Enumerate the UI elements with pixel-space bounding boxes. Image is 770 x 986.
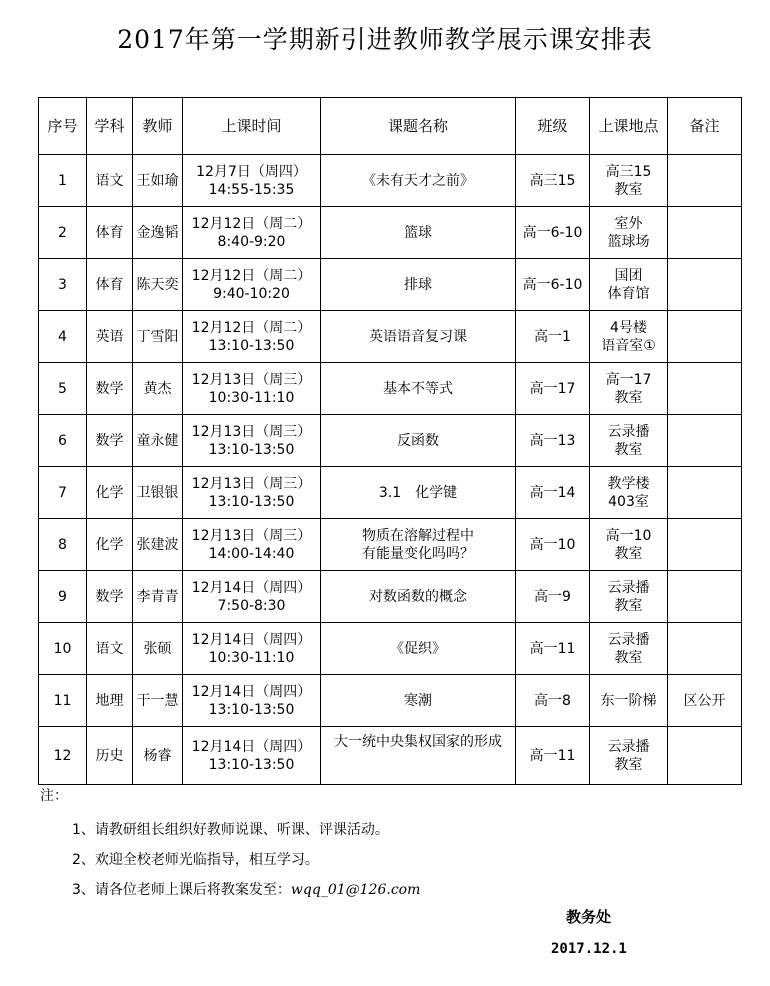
header-subject: 学科 bbox=[87, 98, 133, 155]
cell-location bbox=[590, 467, 668, 519]
cell-teacher: 金逸韬 bbox=[133, 207, 183, 259]
cell-teacher: 童永健 bbox=[133, 415, 183, 467]
header-no: 序号 bbox=[39, 98, 87, 155]
cell-time bbox=[183, 415, 321, 467]
cell-topic-line: 对数函数的概念 bbox=[369, 588, 467, 605]
cell-topic-line: 大一统中央集权国家的形成 bbox=[334, 734, 502, 750]
cell-subject: 语文 bbox=[87, 155, 133, 207]
cell-location-line: 云录播 bbox=[607, 738, 650, 755]
cell-time-line: 12月12日（周二） bbox=[191, 215, 312, 232]
cell-time-line: 13:10-13:50 bbox=[208, 493, 295, 510]
header-note: 备注 bbox=[668, 98, 742, 155]
cell-time-line: 12月13日（周三） bbox=[191, 475, 312, 492]
cell-note bbox=[668, 519, 742, 571]
cell-topic bbox=[321, 155, 516, 207]
header-class: 班级 bbox=[516, 98, 590, 155]
cell-time-line: 12月14日（周四） bbox=[191, 631, 312, 648]
cell-location-line: 教室 bbox=[614, 389, 643, 406]
office-signature: 教务处 bbox=[566, 908, 612, 926]
cell-location bbox=[590, 571, 668, 623]
cell-topic-line: 反函数 bbox=[397, 432, 439, 449]
cell-no: 8 bbox=[39, 519, 87, 571]
cell-time-line: 12月13日（周三） bbox=[191, 371, 312, 388]
cell-class: 高一9 bbox=[516, 571, 590, 623]
cell-location bbox=[590, 363, 668, 415]
cell-location-line: 高三15 bbox=[605, 163, 652, 180]
cell-time-line: 12月14日（周四） bbox=[191, 579, 312, 596]
cell-topic bbox=[321, 571, 516, 623]
cell-note bbox=[668, 155, 742, 207]
table-row bbox=[39, 311, 742, 363]
cell-location bbox=[590, 727, 668, 785]
cell-location-line: 云录播 bbox=[607, 631, 650, 648]
cell-teacher: 卫银银 bbox=[133, 467, 183, 519]
cell-time-line: 14:55-15:35 bbox=[208, 181, 295, 198]
cell-subject: 历史 bbox=[87, 727, 133, 785]
cell-topic bbox=[321, 363, 516, 415]
cell-time bbox=[183, 259, 321, 311]
header-topic: 课题名称 bbox=[321, 98, 516, 155]
cell-teacher: 李青青 bbox=[133, 571, 183, 623]
cell-subject: 数学 bbox=[87, 571, 133, 623]
cell-note bbox=[668, 467, 742, 519]
cell-teacher: 张建波 bbox=[133, 519, 183, 571]
cell-location-line: 室外 bbox=[614, 215, 643, 232]
cell-time-line: 12月14日（周四） bbox=[191, 738, 312, 755]
cell-note bbox=[668, 207, 742, 259]
cell-subject: 数学 bbox=[87, 415, 133, 467]
cell-topic bbox=[321, 259, 516, 311]
cell-location bbox=[590, 207, 668, 259]
header-teacher: 教师 bbox=[133, 98, 183, 155]
cell-time-line: 12月13日（周三） bbox=[191, 423, 312, 440]
cell-subject: 语文 bbox=[87, 623, 133, 675]
cell-location-line: 教室 bbox=[614, 597, 643, 614]
cell-time-line: 12月13日（周三） bbox=[191, 527, 312, 544]
cell-topic bbox=[321, 415, 516, 467]
cell-teacher: 干一慧 bbox=[133, 675, 183, 727]
note-item-3 bbox=[72, 881, 420, 911]
cell-time-line: 10:30-11:10 bbox=[208, 649, 295, 666]
table-row bbox=[39, 675, 742, 727]
table-row bbox=[39, 571, 742, 623]
header-time: 上课时间 bbox=[183, 98, 321, 155]
table-row bbox=[39, 415, 742, 467]
cell-no: 10 bbox=[39, 623, 87, 675]
cell-location bbox=[590, 415, 668, 467]
table-row bbox=[39, 727, 742, 785]
cell-no: 5 bbox=[39, 363, 87, 415]
cell-class: 高一11 bbox=[516, 623, 590, 675]
cell-topic-line: 3.1 化学键 bbox=[378, 484, 458, 501]
cell-class: 高三15 bbox=[516, 155, 590, 207]
cell-topic bbox=[321, 727, 516, 785]
cell-location-line: 403室 bbox=[608, 493, 649, 510]
cell-time-line: 13:10-13:50 bbox=[208, 337, 295, 354]
table-row bbox=[39, 259, 742, 311]
cell-time-line: 14:00-14:40 bbox=[208, 545, 295, 562]
cell-location-line: 高一10 bbox=[605, 527, 652, 544]
cell-note bbox=[668, 259, 742, 311]
cell-location-line: 教室 bbox=[614, 441, 643, 458]
cell-time-line: 13:10-13:50 bbox=[208, 441, 295, 458]
cell-location-line: 教室 bbox=[614, 649, 643, 666]
cell-no: 3 bbox=[39, 259, 87, 311]
cell-topic-line: 基本不等式 bbox=[383, 380, 453, 397]
cell-class: 高一14 bbox=[516, 467, 590, 519]
header-location: 上课地点 bbox=[590, 98, 668, 155]
cell-location bbox=[590, 675, 668, 727]
cell-no: 2 bbox=[39, 207, 87, 259]
cell-location bbox=[590, 311, 668, 363]
cell-location-line: 国团 bbox=[614, 267, 643, 284]
cell-time-line: 7:50-8:30 bbox=[217, 597, 286, 614]
cell-no: 12 bbox=[39, 727, 87, 785]
cell-time-line: 9:40-10:20 bbox=[213, 285, 290, 302]
cell-class: 高一10 bbox=[516, 519, 590, 571]
table-row bbox=[39, 207, 742, 259]
cell-time-line: 8:40-9:20 bbox=[217, 233, 286, 250]
cell-topic-line: 《未有天才之前》 bbox=[362, 172, 474, 189]
cell-time-line: 12月12日（周二） bbox=[191, 267, 312, 284]
cell-location-line: 东一阶梯 bbox=[600, 692, 657, 709]
cell-subject: 体育 bbox=[87, 207, 133, 259]
cell-time bbox=[183, 571, 321, 623]
cell-topic-line: 寒潮 bbox=[404, 692, 432, 709]
cell-subject: 体育 bbox=[87, 259, 133, 311]
cell-location bbox=[590, 259, 668, 311]
cell-location-line: 教室 bbox=[614, 756, 643, 773]
table-row bbox=[39, 519, 742, 571]
cell-topic bbox=[321, 467, 516, 519]
cell-class: 高一1 bbox=[516, 311, 590, 363]
cell-time-line: 10:30-11:10 bbox=[208, 389, 295, 406]
cell-topic-line: 英语语音复习课 bbox=[369, 328, 467, 345]
cell-no: 4 bbox=[39, 311, 87, 363]
email-link[interactable]: wqq_01@126.com bbox=[290, 882, 421, 898]
cell-time-line: 12月14日（周四） bbox=[191, 683, 312, 700]
cell-location-line: 教室 bbox=[614, 181, 643, 198]
schedule-table bbox=[38, 97, 742, 785]
cell-topic bbox=[321, 311, 516, 363]
cell-location-line: 语音室① bbox=[601, 337, 656, 354]
cell-note bbox=[668, 415, 742, 467]
cell-location-line: 教学楼 bbox=[607, 475, 650, 492]
cell-time bbox=[183, 675, 321, 727]
cell-time bbox=[183, 519, 321, 571]
cell-teacher: 王如瑜 bbox=[133, 155, 183, 207]
cell-location-line: 云录播 bbox=[607, 579, 650, 596]
cell-class: 高一6-10 bbox=[516, 259, 590, 311]
table-row bbox=[39, 363, 742, 415]
cell-time-line: 13:10-13:50 bbox=[208, 756, 295, 773]
cell-topic bbox=[321, 207, 516, 259]
cell-topic bbox=[321, 675, 516, 727]
cell-topic-line: 排球 bbox=[404, 276, 432, 293]
cell-time-line: 12月7日（周四） bbox=[196, 163, 307, 180]
cell-note bbox=[668, 311, 742, 363]
cell-location-line: 高一17 bbox=[605, 371, 652, 388]
cell-topic-line: 篮球 bbox=[404, 224, 432, 241]
cell-class: 高一6-10 bbox=[516, 207, 590, 259]
cell-teacher: 黄杰 bbox=[133, 363, 183, 415]
note-item-1: 1、请教研组长组织好教师说课、听课、评课活动。 bbox=[72, 822, 389, 838]
cell-time bbox=[183, 207, 321, 259]
notes-section bbox=[40, 785, 420, 911]
cell-time bbox=[183, 623, 321, 675]
cell-time bbox=[183, 363, 321, 415]
cell-topic bbox=[321, 623, 516, 675]
cell-note bbox=[668, 571, 742, 623]
cell-subject: 英语 bbox=[87, 311, 133, 363]
table-row bbox=[39, 623, 742, 675]
cell-time-line: 13:10-13:50 bbox=[208, 701, 295, 718]
table-header-row bbox=[39, 98, 742, 155]
cell-topic-line: 《促织》 bbox=[390, 640, 446, 657]
cell-location-line: 云录播 bbox=[607, 423, 650, 440]
cell-time-line: 12月12日（周二） bbox=[191, 319, 312, 336]
cell-time bbox=[183, 727, 321, 785]
cell-subject: 数学 bbox=[87, 363, 133, 415]
cell-subject: 地理 bbox=[87, 675, 133, 727]
cell-teacher: 杨睿 bbox=[133, 727, 183, 785]
cell-topic-line: 有能量变化吗吗？ bbox=[362, 545, 474, 562]
cell-no: 11 bbox=[39, 675, 87, 727]
cell-location-line: 篮球场 bbox=[607, 233, 650, 250]
table-row bbox=[39, 467, 742, 519]
page-title: 2017年第一学期新引进教师教学展示课安排表 bbox=[117, 25, 653, 54]
cell-class: 高一11 bbox=[516, 727, 590, 785]
cell-no: 7 bbox=[39, 467, 87, 519]
cell-class: 高一17 bbox=[516, 363, 590, 415]
cell-teacher: 张硕 bbox=[133, 623, 183, 675]
cell-time bbox=[183, 311, 321, 363]
cell-topic-line: 物质在溶解过程中 bbox=[362, 527, 474, 544]
cell-note: 区公开 bbox=[668, 675, 742, 727]
cell-location bbox=[590, 519, 668, 571]
table-row bbox=[39, 155, 742, 207]
cell-note bbox=[668, 623, 742, 675]
cell-note bbox=[668, 363, 742, 415]
cell-location-line: 体育馆 bbox=[607, 285, 650, 302]
issue-date: 2017.12.1 bbox=[551, 941, 627, 957]
note-item-3-text: 3、请各位老师上课后将教案发至： bbox=[72, 882, 291, 898]
cell-subject: 化学 bbox=[87, 467, 133, 519]
cell-subject: 化学 bbox=[87, 519, 133, 571]
cell-time bbox=[183, 467, 321, 519]
cell-no: 1 bbox=[39, 155, 87, 207]
cell-location bbox=[590, 623, 668, 675]
cell-class: 高一8 bbox=[516, 675, 590, 727]
cell-note bbox=[668, 727, 742, 785]
cell-time bbox=[183, 155, 321, 207]
notes-label: 注： bbox=[40, 788, 68, 804]
note-item-2: 2、欢迎全校老师光临指导，相互学习。 bbox=[72, 852, 319, 868]
cell-no: 6 bbox=[39, 415, 87, 467]
cell-class: 高一13 bbox=[516, 415, 590, 467]
cell-location-line: 教室 bbox=[614, 545, 643, 562]
cell-location-line: 4号楼 bbox=[610, 319, 647, 336]
cell-location bbox=[590, 155, 668, 207]
cell-no: 9 bbox=[39, 571, 87, 623]
cell-topic bbox=[321, 519, 516, 571]
cell-teacher: 陈天奕 bbox=[133, 259, 183, 311]
cell-teacher: 丁雪阳 bbox=[133, 311, 183, 363]
